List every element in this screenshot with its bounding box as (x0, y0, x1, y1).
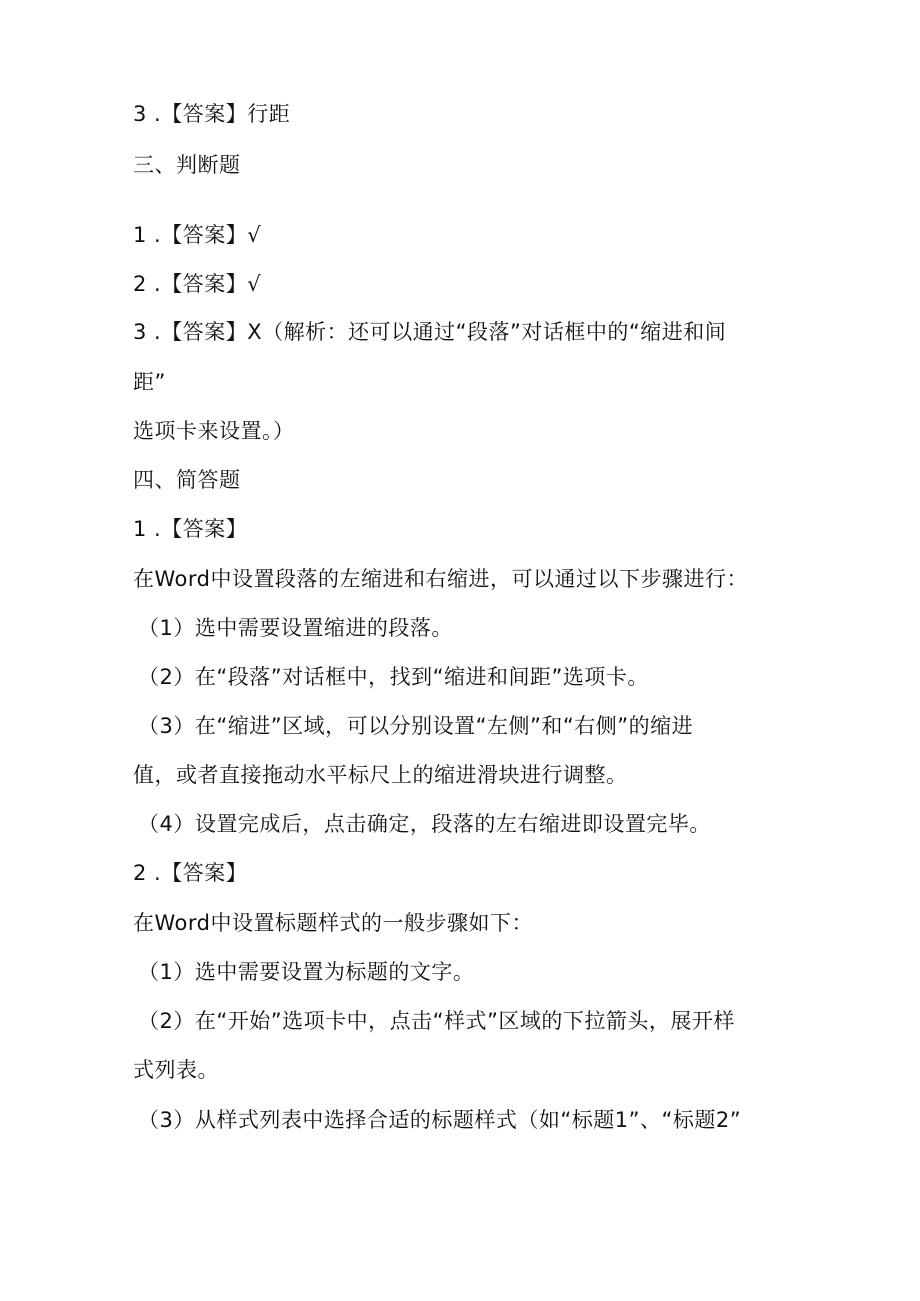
short-answer-2-step-3: （3）从样式列表中选择合适的标题样式（如“标题1”、“标题2” (138, 1108, 742, 1132)
short-answer-1-step-3-continued: 值，或者直接拖动水平标尺上的缩进滑块进行调整。 (133, 763, 628, 787)
short-answer-1-step-3: （3）在“缩进”区域，可以分别设置“左侧”和“右侧”的缩进 (138, 714, 694, 738)
short-answer-2-intro: 在Word中设置标题样式的一般步骤如下： (133, 911, 533, 935)
answer-3-line-spacing: 3 .【答案】行距 (133, 102, 291, 126)
short-answer-1-intro: 在Word中设置段落的左缩进和右缩进，可以通过以下步骤进行： (133, 567, 748, 591)
short-answer-2-step-1: （1）选中需要设置为标题的文字。 (138, 960, 475, 984)
tf-answer-3-continued: 距” (133, 370, 166, 394)
short-answer-1-step-4: （4）设置完成后，点击确定，段落的左右缩进即设置完毕。 (138, 812, 711, 836)
short-answer-2-step-2-continued: 式列表。 (133, 1058, 219, 1082)
short-answer-2-step-2: （2）在“开始”选项卡中，点击“样式”区域的下拉箭头，展开样 (138, 1009, 735, 1033)
tf-answer-1: 1 .【答案】√ (133, 223, 262, 247)
tf-answer-3: 3 .【答案】X（解析：还可以通过“段落”对话框中的“缩进和间 (133, 320, 727, 344)
short-answer-1-step-2: （2）在“段落”对话框中，找到“缩进和间距”选项卡。 (138, 665, 649, 689)
short-answer-2-label: 2 .【答案】 (133, 861, 248, 885)
section-heading-short-answer: 四、简答题 (133, 468, 241, 492)
tf-answer-2: 2 .【答案】√ (133, 272, 262, 296)
section-heading-true-false: 三、判断题 (133, 153, 241, 177)
short-answer-1-label: 1 .【答案】 (133, 517, 248, 541)
short-answer-1-step-1: （1）选中需要设置缩进的段落。 (138, 616, 453, 640)
tf-answer-3-end: 选项卡来设置。） (133, 419, 295, 443)
